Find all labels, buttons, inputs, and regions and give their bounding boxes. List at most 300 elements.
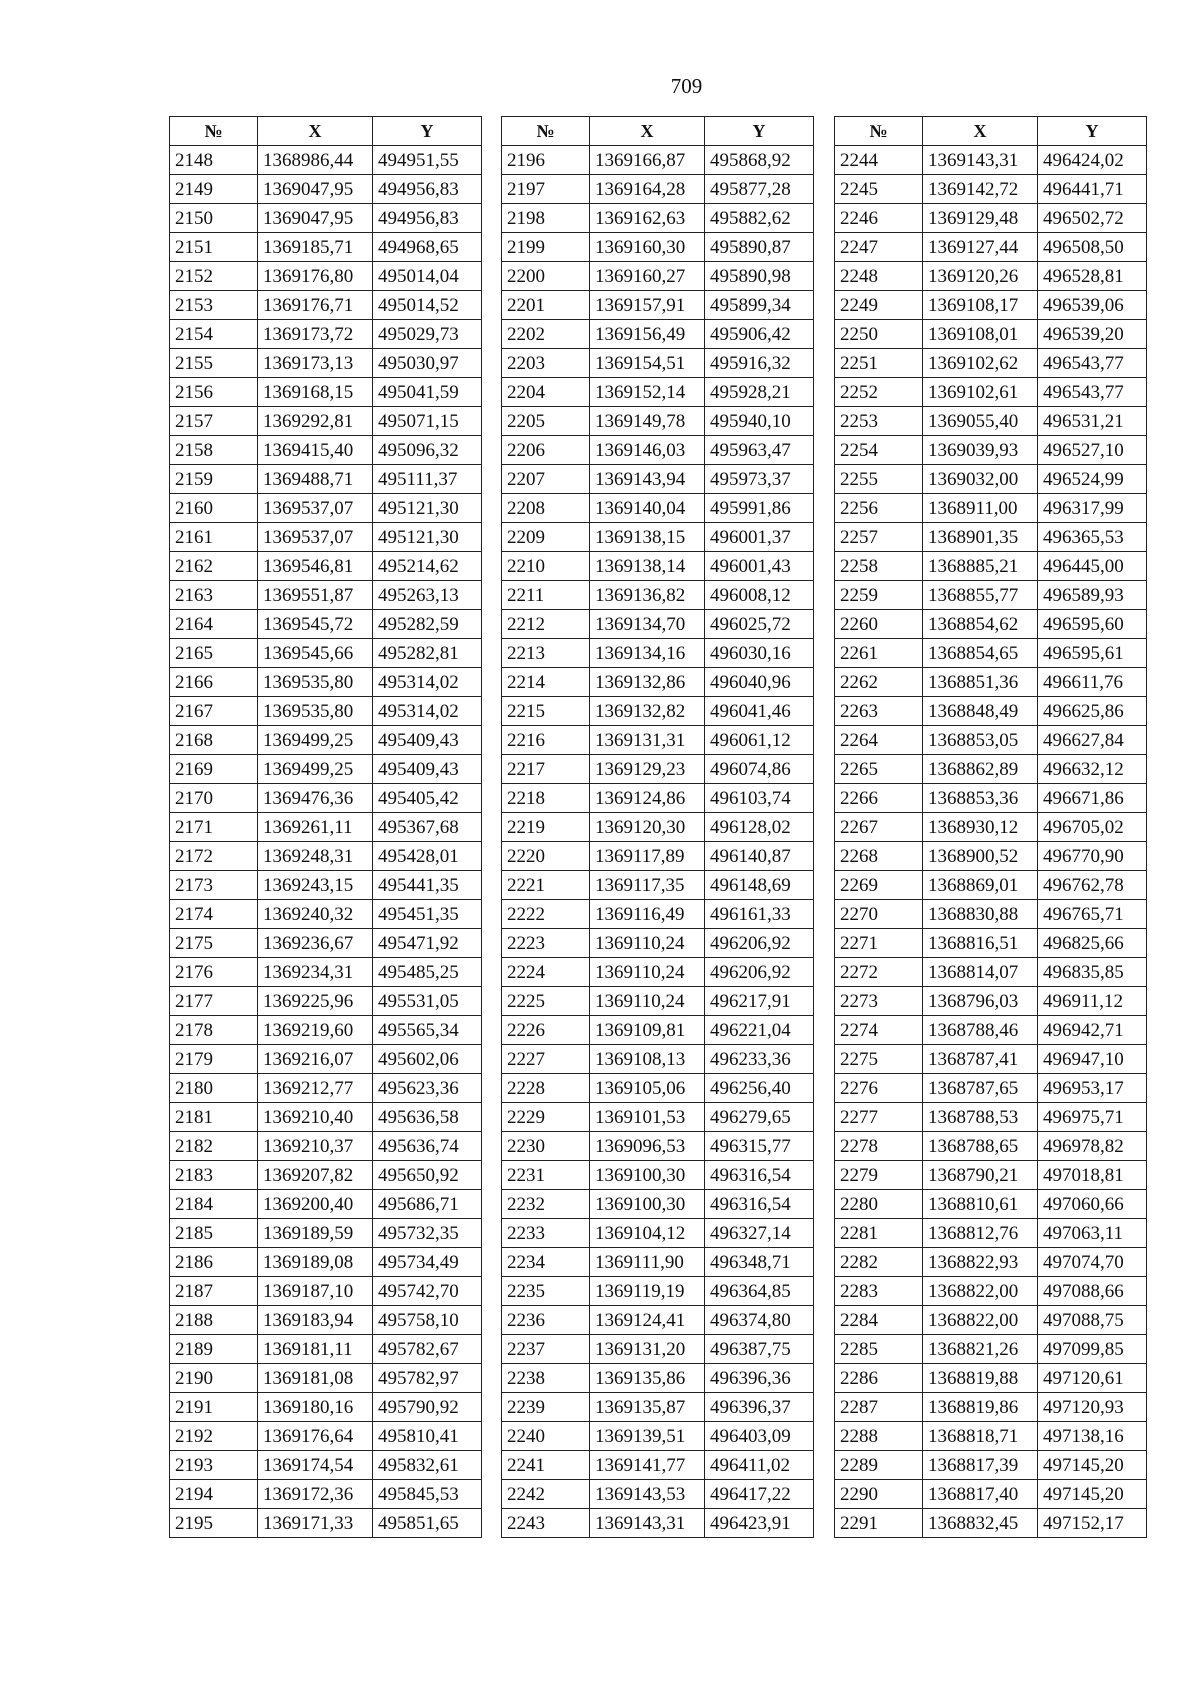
- y-coordinate-cell: 495014,52: [373, 291, 482, 320]
- header-x: X: [590, 117, 705, 146]
- header-x: X: [923, 117, 1038, 146]
- x-coordinate-cell: 1369124,86: [590, 784, 705, 813]
- table-row: [170, 697, 482, 726]
- table-row: [835, 146, 1147, 175]
- point-number-cell: 2148: [170, 146, 258, 175]
- x-coordinate-cell: 1369138,14: [590, 552, 705, 581]
- x-coordinate-cell: 1369216,07: [258, 1045, 373, 1074]
- table-row: [502, 697, 814, 726]
- x-coordinate-cell: 1368819,88: [923, 1364, 1038, 1393]
- x-coordinate-cell: 1369240,32: [258, 900, 373, 929]
- point-number-cell: 2225: [502, 987, 590, 1016]
- point-number-cell: 2197: [502, 175, 590, 204]
- point-number-cell: 2245: [835, 175, 923, 204]
- y-coordinate-cell: 497099,85: [1038, 1335, 1147, 1364]
- x-coordinate-cell: 1369138,15: [590, 523, 705, 552]
- table-row: [835, 494, 1147, 523]
- y-coordinate-cell: 495868,92: [705, 146, 814, 175]
- y-coordinate-cell: 496411,02: [705, 1451, 814, 1480]
- y-coordinate-cell: 496206,92: [705, 958, 814, 987]
- point-number-cell: 2174: [170, 900, 258, 929]
- y-coordinate-cell: 495409,43: [373, 726, 482, 755]
- table-row: [502, 1364, 814, 1393]
- x-coordinate-cell: 1369537,07: [258, 494, 373, 523]
- table-row: [835, 1103, 1147, 1132]
- point-number-cell: 2206: [502, 436, 590, 465]
- table-row: [170, 1422, 482, 1451]
- table-row: [170, 523, 482, 552]
- point-number-cell: 2285: [835, 1335, 923, 1364]
- x-coordinate-cell: 1369181,11: [258, 1335, 373, 1364]
- y-coordinate-cell: 496543,77: [1038, 349, 1147, 378]
- table-row: [170, 175, 482, 204]
- x-coordinate-cell: 1369129,23: [590, 755, 705, 784]
- y-coordinate-cell: 496221,04: [705, 1016, 814, 1045]
- point-number-cell: 2164: [170, 610, 258, 639]
- point-number-cell: 2274: [835, 1016, 923, 1045]
- point-number-cell: 2259: [835, 581, 923, 610]
- table-row: [502, 320, 814, 349]
- x-coordinate-cell: 1368862,89: [923, 755, 1038, 784]
- point-number-cell: 2278: [835, 1132, 923, 1161]
- x-coordinate-cell: 1368817,39: [923, 1451, 1038, 1480]
- y-coordinate-cell: 496103,74: [705, 784, 814, 813]
- table-row: [502, 1045, 814, 1074]
- point-number-cell: 2270: [835, 900, 923, 929]
- x-coordinate-cell: 1369152,14: [590, 378, 705, 407]
- header-y: Y: [1038, 117, 1147, 146]
- table-row: [502, 755, 814, 784]
- y-coordinate-cell: 495732,35: [373, 1219, 482, 1248]
- point-number-cell: 2287: [835, 1393, 923, 1422]
- point-number-cell: 2233: [502, 1219, 590, 1248]
- point-number-cell: 2181: [170, 1103, 258, 1132]
- x-coordinate-cell: 1368869,01: [923, 871, 1038, 900]
- table-row: [835, 668, 1147, 697]
- y-coordinate-cell: 496705,02: [1038, 813, 1147, 842]
- x-coordinate-cell: 1368854,65: [923, 639, 1038, 668]
- y-coordinate-cell: 496978,82: [1038, 1132, 1147, 1161]
- y-coordinate-cell: 496348,71: [705, 1248, 814, 1277]
- table-row: [170, 1306, 482, 1335]
- point-number-cell: 2212: [502, 610, 590, 639]
- x-coordinate-cell: 1369173,72: [258, 320, 373, 349]
- table-row: [502, 929, 814, 958]
- x-coordinate-cell: 1368822,00: [923, 1306, 1038, 1335]
- y-coordinate-cell: 496508,50: [1038, 233, 1147, 262]
- y-coordinate-cell: 496001,37: [705, 523, 814, 552]
- x-coordinate-cell: 1368854,62: [923, 610, 1038, 639]
- table-row: [502, 668, 814, 697]
- x-coordinate-cell: 1368787,65: [923, 1074, 1038, 1103]
- table-row: [170, 1364, 482, 1393]
- table-row: [835, 407, 1147, 436]
- x-coordinate-cell: 1369174,54: [258, 1451, 373, 1480]
- table-row: [502, 552, 814, 581]
- header-number: №: [502, 117, 590, 146]
- y-coordinate-cell: 495991,86: [705, 494, 814, 523]
- table-row: [502, 1509, 814, 1538]
- x-coordinate-cell: 1369185,71: [258, 233, 373, 262]
- point-number-cell: 2179: [170, 1045, 258, 1074]
- x-coordinate-cell: 1369162,63: [590, 204, 705, 233]
- y-coordinate-cell: 496611,76: [1038, 668, 1147, 697]
- table-row: [502, 1277, 814, 1306]
- table-row: [502, 291, 814, 320]
- table-row: [835, 552, 1147, 581]
- y-coordinate-cell: 495314,02: [373, 697, 482, 726]
- x-coordinate-cell: 1369200,40: [258, 1190, 373, 1219]
- x-coordinate-cell: 1369116,49: [590, 900, 705, 929]
- y-coordinate-cell: 495096,32: [373, 436, 482, 465]
- table-row: [835, 1016, 1147, 1045]
- table-row: [170, 1277, 482, 1306]
- point-number-cell: 2260: [835, 610, 923, 639]
- point-number-cell: 2151: [170, 233, 258, 262]
- point-number-cell: 2218: [502, 784, 590, 813]
- y-coordinate-cell: 495441,35: [373, 871, 482, 900]
- table-row: [170, 1045, 482, 1074]
- table-row: [502, 842, 814, 871]
- table-row: [835, 1248, 1147, 1277]
- y-coordinate-cell: 495636,74: [373, 1132, 482, 1161]
- point-number-cell: 2209: [502, 523, 590, 552]
- header-y: Y: [373, 117, 482, 146]
- point-number-cell: 2268: [835, 842, 923, 871]
- y-coordinate-cell: 495121,30: [373, 494, 482, 523]
- point-number-cell: 2211: [502, 581, 590, 610]
- table-row: [502, 958, 814, 987]
- x-coordinate-cell: 1368901,35: [923, 523, 1038, 552]
- x-coordinate-cell: 1369032,00: [923, 465, 1038, 494]
- point-number-cell: 2235: [502, 1277, 590, 1306]
- header-number: №: [835, 117, 923, 146]
- y-coordinate-cell: 497074,70: [1038, 1248, 1147, 1277]
- point-number-cell: 2180: [170, 1074, 258, 1103]
- x-coordinate-cell: 1369166,87: [590, 146, 705, 175]
- table-row: [835, 987, 1147, 1016]
- point-number-cell: 2240: [502, 1422, 590, 1451]
- table-row: [170, 291, 482, 320]
- y-coordinate-cell: 495282,81: [373, 639, 482, 668]
- point-number-cell: 2189: [170, 1335, 258, 1364]
- table-row: [170, 726, 482, 755]
- y-coordinate-cell: 496595,60: [1038, 610, 1147, 639]
- table-row: [502, 1248, 814, 1277]
- x-coordinate-cell: 1368790,21: [923, 1161, 1038, 1190]
- table-row: [835, 436, 1147, 465]
- x-coordinate-cell: 1369212,77: [258, 1074, 373, 1103]
- point-number-cell: 2214: [502, 668, 590, 697]
- y-coordinate-cell: 497018,81: [1038, 1161, 1147, 1190]
- y-coordinate-cell: 496364,85: [705, 1277, 814, 1306]
- table-row: [170, 1161, 482, 1190]
- point-number-cell: 2236: [502, 1306, 590, 1335]
- y-coordinate-cell: 495973,37: [705, 465, 814, 494]
- point-number-cell: 2172: [170, 842, 258, 871]
- y-coordinate-cell: 495832,61: [373, 1451, 482, 1480]
- point-number-cell: 2170: [170, 784, 258, 813]
- x-coordinate-cell: 1369210,40: [258, 1103, 373, 1132]
- point-number-cell: 2238: [502, 1364, 590, 1393]
- point-number-cell: 2246: [835, 204, 923, 233]
- point-number-cell: 2265: [835, 755, 923, 784]
- x-coordinate-cell: 1369096,53: [590, 1132, 705, 1161]
- y-coordinate-cell: 496595,61: [1038, 639, 1147, 668]
- point-number-cell: 2158: [170, 436, 258, 465]
- y-coordinate-cell: 496502,72: [1038, 204, 1147, 233]
- table-row: [170, 987, 482, 1016]
- point-number-cell: 2159: [170, 465, 258, 494]
- table-row: [502, 1103, 814, 1132]
- y-coordinate-cell: 496001,43: [705, 552, 814, 581]
- y-coordinate-cell: 496315,77: [705, 1132, 814, 1161]
- table-row: [835, 1074, 1147, 1103]
- point-number-cell: 2281: [835, 1219, 923, 1248]
- x-coordinate-cell: 1369131,31: [590, 726, 705, 755]
- x-coordinate-cell: 1369120,30: [590, 813, 705, 842]
- table-row: [170, 1132, 482, 1161]
- x-coordinate-cell: 1368855,77: [923, 581, 1038, 610]
- y-coordinate-cell: 496953,17: [1038, 1074, 1147, 1103]
- y-coordinate-cell: 495916,32: [705, 349, 814, 378]
- point-number-cell: 2152: [170, 262, 258, 291]
- table-row: [835, 784, 1147, 813]
- table-body: [170, 146, 482, 1538]
- table-row: [502, 378, 814, 407]
- y-coordinate-cell: 495121,30: [373, 523, 482, 552]
- point-number-cell: 2187: [170, 1277, 258, 1306]
- table-row: [170, 639, 482, 668]
- table-row: [835, 175, 1147, 204]
- point-number-cell: 2156: [170, 378, 258, 407]
- point-number-cell: 2247: [835, 233, 923, 262]
- table-row: [502, 1480, 814, 1509]
- table-row: [170, 842, 482, 871]
- y-coordinate-cell: 496128,02: [705, 813, 814, 842]
- table-row: [502, 1190, 814, 1219]
- point-number-cell: 2208: [502, 494, 590, 523]
- y-coordinate-cell: 494968,65: [373, 233, 482, 262]
- table-row: [835, 610, 1147, 639]
- x-coordinate-cell: 1369535,80: [258, 697, 373, 726]
- table-row: [502, 581, 814, 610]
- x-coordinate-cell: 1368818,71: [923, 1422, 1038, 1451]
- point-number-cell: 2232: [502, 1190, 590, 1219]
- point-number-cell: 2258: [835, 552, 923, 581]
- y-coordinate-cell: 495282,59: [373, 610, 482, 639]
- point-number-cell: 2196: [502, 146, 590, 175]
- point-number-cell: 2275: [835, 1045, 923, 1074]
- table-row: [170, 320, 482, 349]
- point-number-cell: 2191: [170, 1393, 258, 1422]
- x-coordinate-cell: 1368788,53: [923, 1103, 1038, 1132]
- point-number-cell: 2272: [835, 958, 923, 987]
- y-coordinate-cell: 495471,92: [373, 929, 482, 958]
- x-coordinate-cell: 1369141,77: [590, 1451, 705, 1480]
- y-coordinate-cell: 495314,02: [373, 668, 482, 697]
- x-coordinate-cell: 1369102,61: [923, 378, 1038, 407]
- x-coordinate-cell: 1369131,20: [590, 1335, 705, 1364]
- x-coordinate-cell: 1368853,05: [923, 726, 1038, 755]
- y-coordinate-cell: 495963,47: [705, 436, 814, 465]
- table-row: [170, 1103, 482, 1132]
- y-coordinate-cell: 496396,37: [705, 1393, 814, 1422]
- table-row: [502, 987, 814, 1016]
- point-number-cell: 2222: [502, 900, 590, 929]
- y-coordinate-cell: 495890,87: [705, 233, 814, 262]
- x-coordinate-cell: 1368821,26: [923, 1335, 1038, 1364]
- x-coordinate-cell: 1369110,24: [590, 929, 705, 958]
- y-coordinate-cell: 494951,55: [373, 146, 482, 175]
- point-number-cell: 2226: [502, 1016, 590, 1045]
- y-coordinate-cell: 496040,96: [705, 668, 814, 697]
- x-coordinate-cell: 1369545,72: [258, 610, 373, 639]
- x-coordinate-cell: 1368911,00: [923, 494, 1038, 523]
- point-number-cell: 2186: [170, 1248, 258, 1277]
- point-number-cell: 2166: [170, 668, 258, 697]
- y-coordinate-cell: 496279,65: [705, 1103, 814, 1132]
- table-row: [502, 233, 814, 262]
- x-coordinate-cell: 1369176,71: [258, 291, 373, 320]
- x-coordinate-cell: 1369108,13: [590, 1045, 705, 1074]
- x-coordinate-cell: 1369160,30: [590, 233, 705, 262]
- table-row: [170, 1248, 482, 1277]
- point-number-cell: 2280: [835, 1190, 923, 1219]
- y-coordinate-cell: 496327,14: [705, 1219, 814, 1248]
- point-number-cell: 2264: [835, 726, 923, 755]
- table-row: [835, 900, 1147, 929]
- table-row: [835, 1219, 1147, 1248]
- x-coordinate-cell: 1369108,17: [923, 291, 1038, 320]
- table-row: [502, 1422, 814, 1451]
- y-coordinate-cell: 497120,61: [1038, 1364, 1147, 1393]
- x-coordinate-cell: 1369132,86: [590, 668, 705, 697]
- x-coordinate-cell: 1369181,08: [258, 1364, 373, 1393]
- point-number-cell: 2241: [502, 1451, 590, 1480]
- x-coordinate-cell: 1369187,10: [258, 1277, 373, 1306]
- x-coordinate-cell: 1369111,90: [590, 1248, 705, 1277]
- y-coordinate-cell: 497063,11: [1038, 1219, 1147, 1248]
- table-row: [502, 523, 814, 552]
- table-row: [502, 610, 814, 639]
- table-row: [835, 697, 1147, 726]
- point-number-cell: 2276: [835, 1074, 923, 1103]
- x-coordinate-cell: 1369117,35: [590, 871, 705, 900]
- table-row: [502, 1451, 814, 1480]
- point-number-cell: 2205: [502, 407, 590, 436]
- table-row: [502, 146, 814, 175]
- y-coordinate-cell: 494956,83: [373, 204, 482, 233]
- x-coordinate-cell: 1369168,15: [258, 378, 373, 407]
- x-coordinate-cell: 1368822,00: [923, 1277, 1038, 1306]
- point-number-cell: 2244: [835, 146, 923, 175]
- x-coordinate-cell: 1369537,07: [258, 523, 373, 552]
- table-row: [835, 262, 1147, 291]
- table-row: [170, 668, 482, 697]
- x-coordinate-cell: 1368822,93: [923, 1248, 1038, 1277]
- y-coordinate-cell: 497145,20: [1038, 1451, 1147, 1480]
- point-number-cell: 2185: [170, 1219, 258, 1248]
- table-row: [502, 262, 814, 291]
- y-coordinate-cell: 496206,92: [705, 929, 814, 958]
- y-coordinate-cell: 495428,01: [373, 842, 482, 871]
- point-number-cell: 2155: [170, 349, 258, 378]
- x-coordinate-cell: 1369140,04: [590, 494, 705, 523]
- y-coordinate-cell: 496947,10: [1038, 1045, 1147, 1074]
- x-coordinate-cell: 1369292,81: [258, 407, 373, 436]
- table-row: [835, 1045, 1147, 1074]
- y-coordinate-cell: 497060,66: [1038, 1190, 1147, 1219]
- point-number-cell: 2230: [502, 1132, 590, 1161]
- table-row: [502, 813, 814, 842]
- point-number-cell: 2193: [170, 1451, 258, 1480]
- x-coordinate-cell: 1369139,51: [590, 1422, 705, 1451]
- table-row: [502, 871, 814, 900]
- y-coordinate-cell: 497088,75: [1038, 1306, 1147, 1335]
- x-coordinate-cell: 1368788,46: [923, 1016, 1038, 1045]
- y-coordinate-cell: 496256,40: [705, 1074, 814, 1103]
- y-coordinate-cell: 496061,12: [705, 726, 814, 755]
- point-number-cell: 2177: [170, 987, 258, 1016]
- x-coordinate-cell: 1369171,33: [258, 1509, 373, 1538]
- y-coordinate-cell: 496365,53: [1038, 523, 1147, 552]
- point-number-cell: 2243: [502, 1509, 590, 1538]
- table-row: [502, 1074, 814, 1103]
- point-number-cell: 2216: [502, 726, 590, 755]
- x-coordinate-cell: 1369055,40: [923, 407, 1038, 436]
- point-number-cell: 2221: [502, 871, 590, 900]
- table-row: [502, 436, 814, 465]
- x-coordinate-cell: 1369143,53: [590, 1480, 705, 1509]
- table-row: [170, 784, 482, 813]
- table-row: [835, 842, 1147, 871]
- x-coordinate-cell: 1369234,31: [258, 958, 373, 987]
- y-coordinate-cell: 496825,66: [1038, 929, 1147, 958]
- x-coordinate-cell: 1369157,91: [590, 291, 705, 320]
- table-row: [170, 1219, 482, 1248]
- y-coordinate-cell: 497152,17: [1038, 1509, 1147, 1538]
- y-coordinate-cell: 495485,25: [373, 958, 482, 987]
- point-number-cell: 2261: [835, 639, 923, 668]
- y-coordinate-cell: 496008,12: [705, 581, 814, 610]
- header-number: №: [170, 117, 258, 146]
- table-row: [170, 552, 482, 581]
- table-row: [835, 1277, 1147, 1306]
- point-number-cell: 2157: [170, 407, 258, 436]
- table-row: [502, 1016, 814, 1045]
- y-coordinate-cell: 496317,99: [1038, 494, 1147, 523]
- point-number-cell: 2213: [502, 639, 590, 668]
- table-row: [835, 349, 1147, 378]
- y-coordinate-cell: 496316,54: [705, 1190, 814, 1219]
- point-number-cell: 2248: [835, 262, 923, 291]
- point-number-cell: 2188: [170, 1306, 258, 1335]
- point-number-cell: 2262: [835, 668, 923, 697]
- y-coordinate-cell: 496423,91: [705, 1509, 814, 1538]
- table-row: [170, 204, 482, 233]
- x-coordinate-cell: 1369039,93: [923, 436, 1038, 465]
- table-row: [835, 1132, 1147, 1161]
- x-coordinate-cell: 1369135,87: [590, 1393, 705, 1422]
- y-coordinate-cell: 496835,85: [1038, 958, 1147, 987]
- y-coordinate-cell: 496074,86: [705, 755, 814, 784]
- table-row: [170, 755, 482, 784]
- x-coordinate-cell: 1369120,26: [923, 262, 1038, 291]
- table-row: [170, 581, 482, 610]
- table-row: [502, 726, 814, 755]
- y-coordinate-cell: 495734,49: [373, 1248, 482, 1277]
